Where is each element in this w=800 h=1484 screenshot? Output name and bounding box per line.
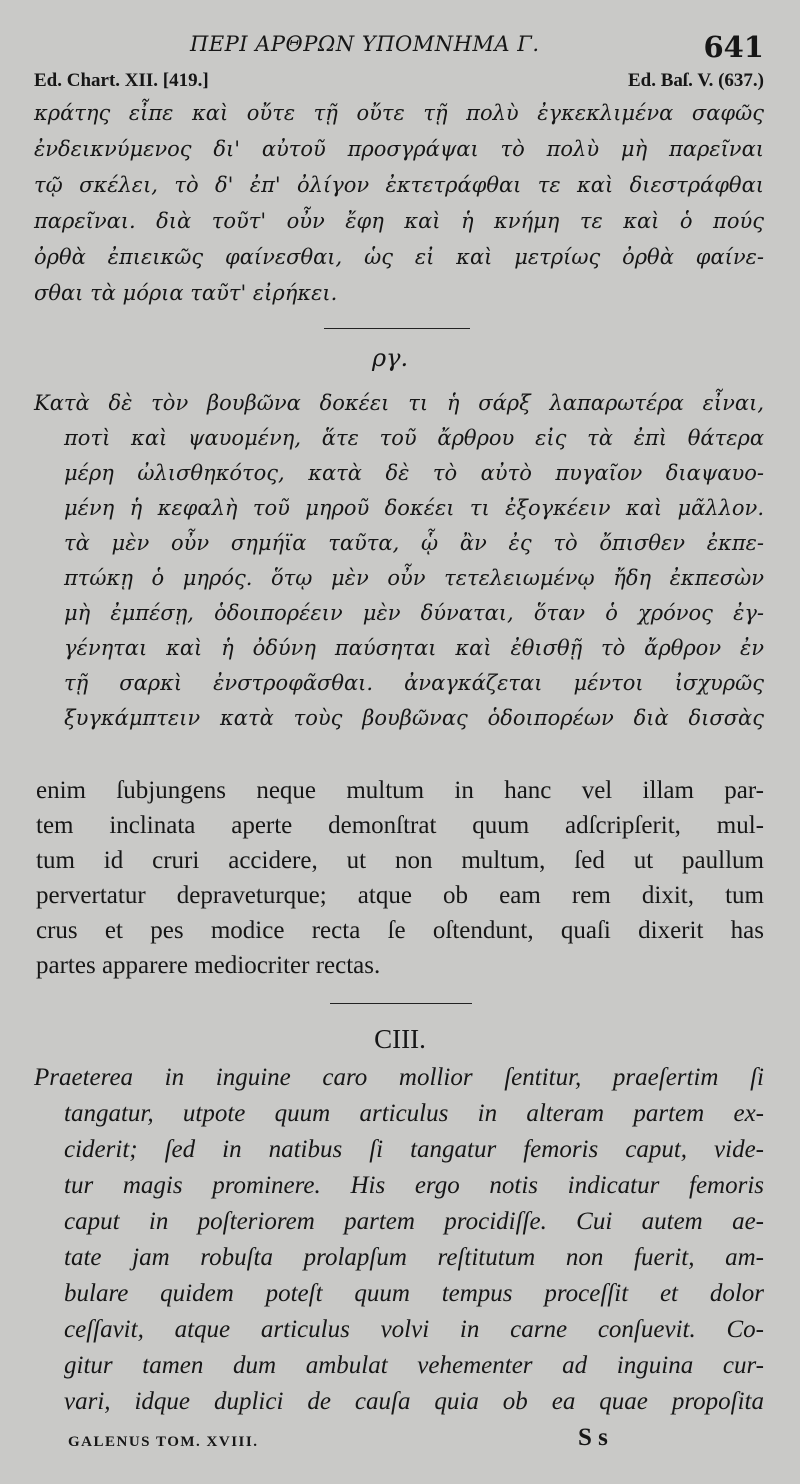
latin-line: bulare quidem poteſt quum tempus proceſſit et dolor bbox=[64, 1280, 764, 1307]
edition-references bbox=[34, 70, 764, 96]
greek-line: Κατὰ δὲ τὸν βουβῶνα δοκέει τι ἡ σάρξ λαπαρωτέρα εἶναι, bbox=[34, 391, 764, 415]
latin-section-number: CIII. bbox=[374, 1024, 426, 1054]
footer-sheet-mark: S s bbox=[578, 1424, 608, 1451]
latin-line: tem inclinata aperte demonſtrat quum adſcripſerit, mul- bbox=[36, 812, 764, 839]
greek-line: κράτης εἶπε καὶ οὔτε τῇ οὔτε τῇ πολὺ ἐγκεκλιμένα σαφῶς bbox=[34, 101, 764, 125]
running-title: ΠΕΡΙ ΑΡΘΡΩΝ ΥΠΟΜΝΗΜΑ Γ. bbox=[190, 32, 540, 56]
latin-line: partes apparere mediocriter rectas. bbox=[36, 952, 381, 979]
edition-basel-ref: Ed. Baſ. V. (637.) bbox=[627, 70, 764, 91]
greek-line: ἐνδεικνύμενος δι' αὐτοῦ προσγράψαι τὸ πολὺ μὴ παρεῖναι bbox=[34, 137, 764, 161]
section-divider bbox=[324, 328, 470, 329]
latin-line: ciderit; ſed in natibus ſi tangatur femoris caput, vide- bbox=[64, 1136, 764, 1163]
latin-line: enim ſubjungens neque multum in hanc vel illam par- bbox=[36, 777, 764, 804]
latin-line: crus et pes modice recta ſe oſtendunt, quaſi dixerit has bbox=[36, 917, 764, 944]
footer-signature: GALENUS TOM. XVIII. bbox=[68, 1434, 259, 1450]
greek-line: μένη ἡ κεφαλὴ τοῦ μηροῦ δοκέει τι ἐξογκέειν καὶ μᾶλλον. bbox=[64, 496, 764, 520]
running-head bbox=[0, 30, 800, 62]
greek-line: μὴ ἐμπέσῃ, ὁδοιπορέειν μὲν δύναται, ὅταν ὁ χρόνος ἐγ- bbox=[64, 601, 764, 625]
section-divider bbox=[330, 1003, 472, 1004]
latin-line: tum id cruri accidere, ut non multum, ſed ut paullum bbox=[36, 847, 764, 874]
latin-line: caput in poſteriorem partem procidiſſe. Cui autem ae- bbox=[64, 1208, 764, 1235]
greek-line: παρεῖναι. διὰ τοῦτ' οὖν ἔφη καὶ ἡ κνήμη τε καὶ ὁ πούς bbox=[34, 209, 764, 233]
latin-line: tangatur, utpote quum articulus in alteram partem ex- bbox=[64, 1100, 764, 1127]
page-number: 641 bbox=[703, 30, 764, 64]
latin-line: gitur tamen dum ambulat vehementer ad inguina cur- bbox=[64, 1352, 764, 1379]
latin-line: ceſſavit, atque articulus volvi in carne conſuevit. Co- bbox=[64, 1316, 764, 1343]
greek-line: ξυγκάμπτειν κατὰ τοὺς βουβῶνας ὁδοιπορέων διὰ δισσὰς bbox=[64, 706, 764, 730]
greek-line: ποτὶ καὶ ψαυομένη, ἅτε τοῦ ἄρθρου εἰς τὰ ἐπὶ θάτερα bbox=[64, 426, 764, 450]
greek-line: τῇ σαρκὶ ἐνστροφᾶσθαι. ἀναγκάζεται μέντοι ἰσχυρῶς bbox=[64, 671, 764, 695]
greek-line: πτώκῃ ὁ μηρός. ὅτῳ μὲν οὖν τετελειωμένῳ ἤδη ἐκπεσὼν bbox=[64, 566, 764, 590]
edition-chartier-ref: Ed. Chart. XII. [419.] bbox=[34, 70, 209, 91]
greek-line: τῷ σκέλει, τὸ δ' ἐπ' ὀλίγον ἐκτετράφθαι τε καὶ διεστράφθαι bbox=[34, 173, 764, 197]
latin-line: vari, idque duplici de cauſa quia ob ea quae propoſita bbox=[64, 1388, 764, 1415]
greek-line: τὰ μὲν οὖν σημήϊα ταῦτα, ᾧ ἂν ἐς τὸ ὄπισθεν ἐκπε- bbox=[64, 531, 764, 555]
greek-line: σθαι τὰ μόρια ταῦτ' εἰρήκει. bbox=[34, 281, 338, 305]
latin-line: tur magis prominere. His ergo notis indicatur femoris bbox=[64, 1172, 764, 1199]
latin-line: pervertatur depraveturque; atque ob eam rem dixit, tum bbox=[36, 882, 764, 909]
greek-line: ὀρθὰ ἐπιεικῶς φαίνεσθαι, ὡς εἰ καὶ μετρίως ὀρθὰ φαίνε- bbox=[34, 245, 764, 269]
greek-line: γένηται καὶ ἡ ὀδύνη παύσηται καὶ ἐθισθῇ τὸ ἄρθρον ἐν bbox=[64, 636, 764, 660]
greek-section-mark: ργ. bbox=[372, 344, 409, 372]
greek-line: μέρη ὠλισθηκότος, κατὰ δὲ τὸ αὐτὸ πυγαῖον διαψαυο- bbox=[64, 461, 764, 485]
latin-line: tate jam robuſta prolapſum reſtitutum non fuerit, am- bbox=[64, 1244, 764, 1271]
latin-line: Praeterea in inguine caro mollior ſentitur, praeſertim ſi bbox=[34, 1064, 764, 1091]
